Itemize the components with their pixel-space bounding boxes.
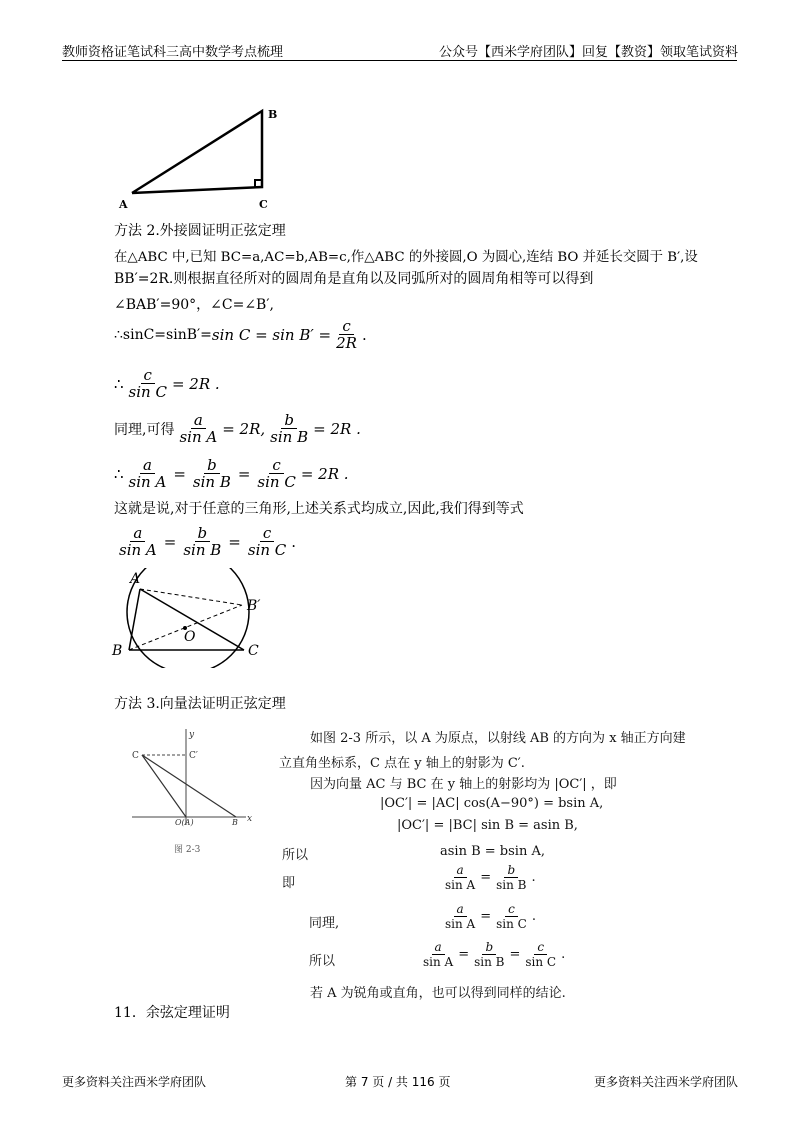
- fraction-numerator: a: [140, 457, 155, 474]
- page-number: 第 7 页 / 共 116 页: [345, 1075, 451, 1089]
- equals-sign: =: [228, 533, 241, 551]
- fraction-a-over-sina: [442, 863, 478, 892]
- fig2-label-c: C: [248, 643, 259, 659]
- footer-left: 更多资料关注西米学府团队: [62, 1075, 207, 1089]
- fraction-numerator: b: [482, 940, 496, 955]
- fraction-denominator: sin C: [525, 955, 557, 969]
- method3-line2: 立直角坐标系，C 点在 y 轴上的射影为 C′.: [279, 756, 525, 771]
- fig3-label-b: B: [232, 818, 238, 827]
- fraction-denominator: sin A: [423, 955, 454, 969]
- fig3-label-c: C: [132, 751, 139, 761]
- fraction-numerator: c: [339, 318, 353, 335]
- period: .: [531, 870, 536, 885]
- similarly-prefix: 同理,可得: [114, 422, 175, 438]
- all-rhs: = 2R .: [300, 465, 349, 483]
- method3-line7-equation: [440, 863, 536, 892]
- fraction-denominator: sin C: [496, 917, 527, 931]
- fraction-denominator: sin A: [128, 473, 167, 491]
- fraction-denominator: sin C: [128, 383, 167, 401]
- therefore-symbol: ∴: [114, 375, 124, 393]
- fig3-y-label: y: [189, 730, 195, 740]
- fraction-denominator: sin B: [183, 541, 222, 559]
- section-11-heading: 11．余弦定理证明: [114, 1005, 230, 1021]
- fig2-label-o: O: [184, 629, 196, 645]
- fraction-denominator: sin B: [270, 428, 309, 446]
- fraction-numerator: a: [454, 902, 467, 917]
- fraction-b-over-sinb: [267, 412, 311, 446]
- equals-sign: =: [237, 465, 251, 483]
- fig2-label-a: A: [130, 571, 141, 587]
- fraction-numerator: c: [260, 525, 274, 542]
- fraction-denominator: sin A: [119, 541, 157, 559]
- equation-c-over-sinc: [114, 367, 220, 401]
- fraction-denominator: sin A: [445, 878, 476, 892]
- fraction-numerator: a: [191, 412, 206, 429]
- similarly-mid: = 2R,: [222, 420, 266, 438]
- fraction-denominator: sin C: [247, 541, 287, 559]
- fraction-a-over-sina: [176, 412, 220, 446]
- fig1-label-b: B: [268, 108, 278, 121]
- method3-line4: |OC′| = |AC| cos(A−90°) = bsin A,: [380, 796, 604, 811]
- fraction-c-over-sinc: [126, 367, 170, 401]
- fraction-numerator: a: [454, 863, 467, 878]
- fraction-a-over-sina: [126, 457, 170, 491]
- fig3-label-origin: O(A): [175, 818, 194, 827]
- fraction-a-over-sina: [116, 525, 160, 559]
- method3-line9-label: 所以: [309, 954, 336, 969]
- fraction-c-over-sinc: [245, 525, 289, 559]
- fraction-denominator: sin A: [445, 917, 476, 931]
- fraction-a-over-sina: [442, 902, 478, 931]
- fraction-numerator: a: [432, 940, 445, 955]
- fraction-numerator: c: [269, 457, 283, 474]
- method3-line8-equation: [440, 902, 536, 931]
- method3-title: 方法 3.向量法证明正弦定理: [114, 696, 286, 712]
- method3-line9-equation: [418, 940, 565, 969]
- eq1-mid: sin C = sin B′ =: [211, 326, 332, 344]
- footer-right: 更多资料关注西米学府团队: [593, 1075, 738, 1089]
- fraction-numerator: c: [141, 367, 155, 384]
- method3-line3: 因为向量 AC 与 BC 在 y 轴上的射影均为 |OC′| ，即: [310, 777, 617, 792]
- header-rule: [62, 60, 737, 61]
- period: .: [291, 533, 297, 551]
- fraction-numerator: c: [534, 940, 547, 955]
- fig3-label-cprime: C′: [189, 751, 198, 761]
- method3-line6-label: 所以: [282, 848, 309, 863]
- fig2-label-bprime: B′: [247, 598, 261, 614]
- eq1-period: .: [361, 326, 367, 344]
- method3-line6-equation: asin B = bsin A,: [440, 844, 545, 859]
- fig3-x-label: x: [247, 814, 253, 824]
- fraction-b-over-sinb: [190, 457, 234, 491]
- period: .: [531, 909, 536, 924]
- method3-line8-label: 同理,: [309, 916, 340, 931]
- fig1-label-a: A: [119, 198, 128, 211]
- eq1-prefix: ∴sinC=sinB′=: [114, 327, 212, 343]
- fraction-denominator: sin C: [257, 473, 296, 491]
- right-triangle-figure: [115, 100, 285, 212]
- fraction-numerator: a: [130, 525, 145, 542]
- fraction-c-over-sinc: [493, 902, 530, 931]
- method2-paragraph-line2: BB′=2R.则根据直径所对的圆周角是直角以及同弧所对的圆周角相等可以得到: [114, 271, 594, 287]
- fraction-numerator: b: [204, 457, 220, 474]
- fraction-numerator: b: [195, 525, 211, 542]
- equals-sign: =: [458, 947, 470, 962]
- fraction-numerator: c: [505, 902, 518, 917]
- equals-sign: =: [163, 533, 177, 551]
- fraction-numerator: b: [281, 412, 297, 429]
- fraction-b-over-sinb: [493, 863, 529, 892]
- method3-line7-label: 即: [282, 876, 296, 891]
- coordinate-figure: [128, 725, 258, 855]
- fraction-denominator: sin B: [192, 473, 231, 491]
- method2-angles: ∠BAB′=90°，∠C=∠B′,: [114, 297, 274, 313]
- circumcircle-figure: [108, 568, 268, 668]
- equation-similarly: [114, 412, 361, 446]
- method3-line5: |OC′| = |BC| sin B = asin B,: [397, 818, 578, 833]
- equals-sign: =: [480, 870, 492, 885]
- fraction-b-over-sinb: [471, 940, 507, 969]
- conclusion-intro: 这就是说,对于任意的三角形,上述关系式均成立,因此,我们得到等式: [114, 501, 524, 517]
- fraction-denominator: sin A: [179, 428, 218, 446]
- method3-line1: 如图 2-3 所示，以 A 为原点，以射线 AB 的方向为 x 轴正方向建: [310, 731, 686, 746]
- equation-law-of-sines: [114, 525, 296, 559]
- fraction-denominator: 2R: [336, 334, 357, 352]
- equals-sign: =: [480, 909, 492, 924]
- header-right: 公众号【西米学府团队】回复【教资】领取笔试资料: [438, 45, 738, 60]
- fraction-c-over-2r: [333, 318, 360, 352]
- fraction-denominator: sin B: [474, 955, 505, 969]
- equals-sign: =: [509, 947, 521, 962]
- equals-sign: =: [173, 465, 186, 483]
- method2-paragraph-line1: 在△ABC 中,已知 BC=a,AC=b,AB=c,作△ABC 的外接圆,O 为圆心,连结 BO 并延长交圆于 B′,设: [114, 250, 698, 265]
- fraction-a-over-sina: [420, 940, 456, 969]
- similarly-rhs: = 2R .: [313, 420, 361, 438]
- method2-title: 方法 2.外接圆证明正弦定理: [114, 223, 286, 239]
- method3-line10: 若 A 为锐角或直角，也可以得到同样的结论.: [310, 986, 566, 1001]
- fig2-label-b: B: [112, 643, 123, 659]
- eq2-rhs: = 2R .: [171, 375, 220, 393]
- header-left: 教师资格证笔试科三高中数学考点梳理: [62, 45, 284, 60]
- fraction-numerator: b: [504, 863, 518, 878]
- fraction-c-over-sinc: [254, 457, 298, 491]
- fraction-denominator: sin B: [496, 878, 527, 892]
- fig3-caption: 图 2-3: [174, 845, 201, 855]
- equation-sinc-sinbprime: [114, 318, 367, 352]
- fraction-c-over-sinc: [522, 940, 559, 969]
- fig1-label-c: C: [259, 198, 268, 211]
- therefore-symbol: ∴: [114, 465, 124, 483]
- equation-all-equal-2r: [114, 457, 349, 491]
- fraction-b-over-sinb: [180, 525, 224, 559]
- period: .: [561, 947, 566, 962]
